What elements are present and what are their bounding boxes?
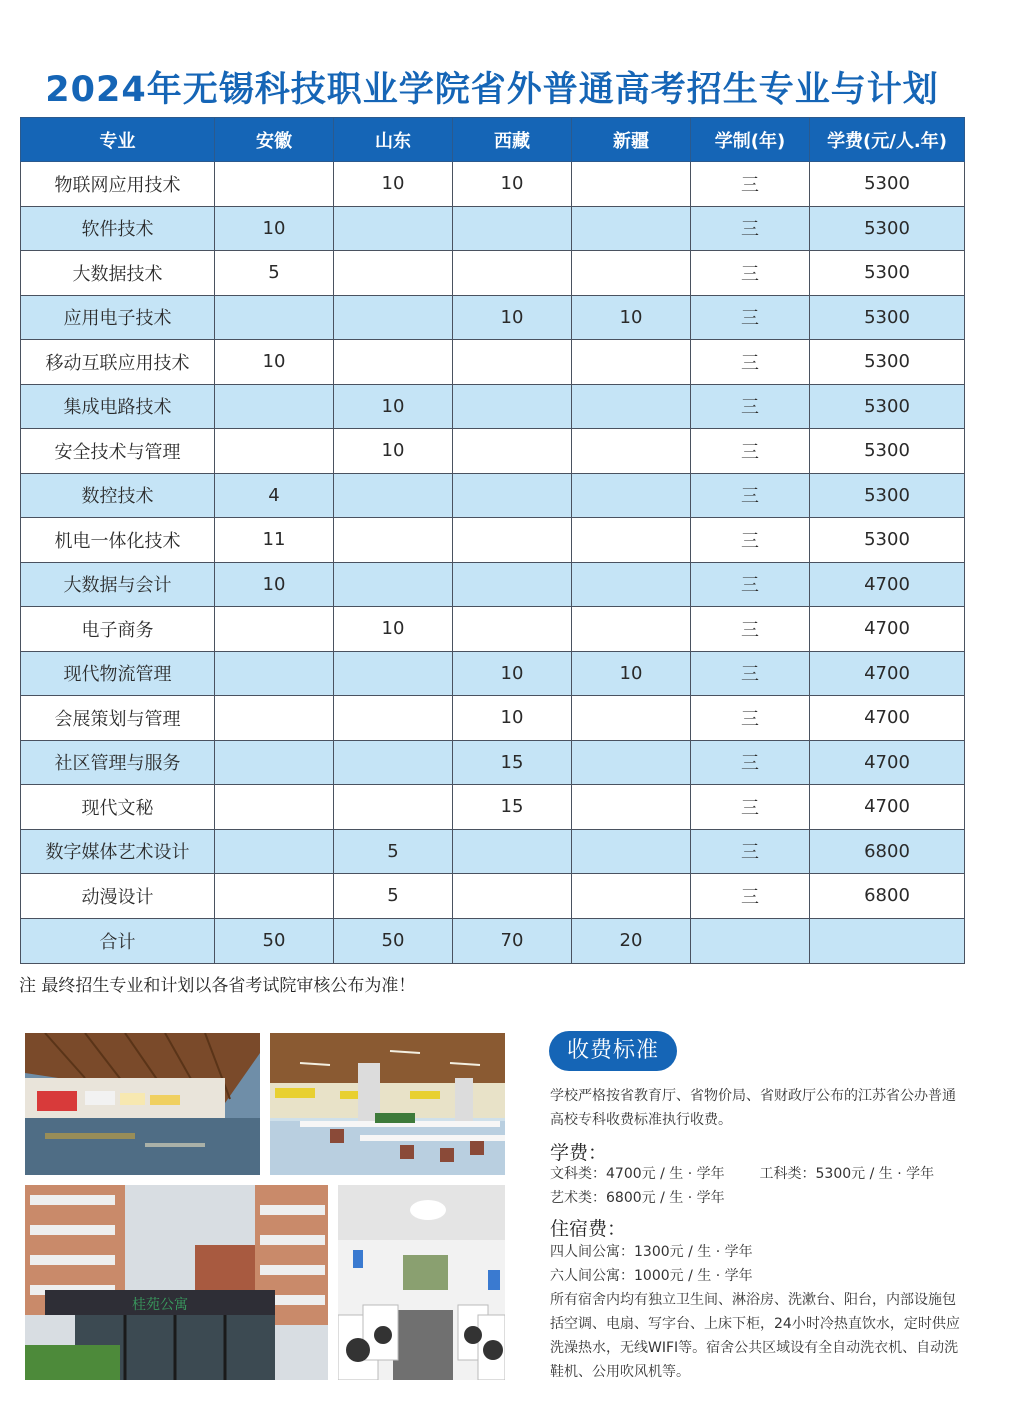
table-row xyxy=(21,429,965,474)
cell-tuition: 5300 xyxy=(810,251,965,296)
cell-shandong: 10 xyxy=(334,384,453,429)
cell-xinjiang xyxy=(572,829,691,874)
cell-tibet: 10 xyxy=(453,162,572,207)
cell-shandong xyxy=(334,206,453,251)
cell-xinjiang xyxy=(572,874,691,919)
cell-xinjiang xyxy=(572,429,691,474)
cell-tibet: 15 xyxy=(453,740,572,785)
table-row xyxy=(21,473,965,518)
cell-tibet: 10 xyxy=(453,295,572,340)
cell-tibet: 10 xyxy=(453,651,572,696)
cell-major: 会展策划与管理 xyxy=(21,696,215,741)
total-duration xyxy=(691,918,810,963)
cell-tuition: 5300 xyxy=(810,429,965,474)
cell-major: 数字媒体艺术设计 xyxy=(21,829,215,874)
cell-xinjiang xyxy=(572,162,691,207)
table-row xyxy=(21,251,965,296)
cell-duration: 三 xyxy=(691,518,810,563)
cell-tibet: 10 xyxy=(453,696,572,741)
cell-anhui xyxy=(215,651,334,696)
cell-shandong xyxy=(334,251,453,296)
cell-anhui: 11 xyxy=(215,518,334,563)
cell-tuition: 5300 xyxy=(810,340,965,385)
cell-xinjiang xyxy=(572,251,691,296)
cell-tuition: 5300 xyxy=(810,384,965,429)
cell-anhui xyxy=(215,429,334,474)
cell-tuition: 4700 xyxy=(810,785,965,830)
cell-tuition: 5300 xyxy=(810,518,965,563)
table-row xyxy=(21,295,965,340)
cell-anhui xyxy=(215,829,334,874)
total-xinjiang: 20 xyxy=(572,918,691,963)
cell-major: 大数据与会计 xyxy=(21,562,215,607)
header-duration: 学制(年) xyxy=(691,118,810,162)
cell-duration: 三 xyxy=(691,785,810,830)
page-title: 2024年无锡科技职业学院省外普通高考招生专业与计划 xyxy=(45,70,939,110)
cell-major: 电子商务 xyxy=(21,607,215,652)
cell-xinjiang xyxy=(572,473,691,518)
cell-major: 软件技术 xyxy=(21,206,215,251)
cell-tibet xyxy=(453,251,572,296)
lodging-four-person: 四人间公寓：1300元 / 生 · 学年 xyxy=(550,1244,753,1260)
cell-duration: 三 xyxy=(691,607,810,652)
cell-xinjiang xyxy=(572,206,691,251)
table-row xyxy=(21,740,965,785)
cell-duration: 三 xyxy=(691,340,810,385)
cell-tibet xyxy=(453,206,572,251)
cell-anhui xyxy=(215,696,334,741)
cell-duration: 三 xyxy=(691,562,810,607)
canteen-dining-photo xyxy=(270,1033,505,1175)
tuition-liberal-arts: 文科类：4700元 / 生 · 学年 xyxy=(550,1166,725,1182)
table-row xyxy=(21,651,965,696)
cell-duration: 三 xyxy=(691,384,810,429)
cell-tuition: 5300 xyxy=(810,473,965,518)
total-anhui: 50 xyxy=(215,918,334,963)
cell-duration: 三 xyxy=(691,162,810,207)
cell-major: 安全技术与管理 xyxy=(21,429,215,474)
cell-duration: 三 xyxy=(691,829,810,874)
cell-shandong: 10 xyxy=(334,607,453,652)
cell-tibet xyxy=(453,384,572,429)
cell-duration: 三 xyxy=(691,740,810,785)
cell-xinjiang xyxy=(572,562,691,607)
cell-major: 集成电路技术 xyxy=(21,384,215,429)
cell-shandong xyxy=(334,473,453,518)
cell-major: 社区管理与服务 xyxy=(21,740,215,785)
cell-anhui xyxy=(215,162,334,207)
cell-tuition: 5300 xyxy=(810,162,965,207)
footnote: 注 最终招生专业和计划以各省考试院审核公布为准！ xyxy=(19,976,416,996)
cell-tibet xyxy=(453,607,572,652)
header-shandong: 山东 xyxy=(334,118,453,162)
cell-anhui xyxy=(215,384,334,429)
cell-xinjiang xyxy=(572,340,691,385)
cell-shandong xyxy=(334,651,453,696)
cell-anhui xyxy=(215,874,334,919)
cell-tibet: 15 xyxy=(453,785,572,830)
cell-anhui: 10 xyxy=(215,562,334,607)
cell-shandong xyxy=(334,785,453,830)
cell-major: 移动互联应用技术 xyxy=(21,340,215,385)
lodging-heading: 住宿费： xyxy=(550,1218,627,1240)
cell-tuition: 4700 xyxy=(810,696,965,741)
cell-xinjiang xyxy=(572,384,691,429)
cell-shandong xyxy=(334,295,453,340)
header-xinjiang: 新疆 xyxy=(572,118,691,162)
cell-xinjiang: 10 xyxy=(572,295,691,340)
cell-xinjiang xyxy=(572,740,691,785)
cell-tuition: 4700 xyxy=(810,740,965,785)
cell-xinjiang xyxy=(572,518,691,563)
header-tuition: 学费(元/人.年) xyxy=(810,118,965,162)
header-major: 专业 xyxy=(21,118,215,162)
cell-tibet xyxy=(453,429,572,474)
table-row xyxy=(21,340,965,385)
cell-major: 机电一体化技术 xyxy=(21,518,215,563)
total-shandong: 50 xyxy=(334,918,453,963)
cell-shandong: 10 xyxy=(334,429,453,474)
cell-major: 应用电子技术 xyxy=(21,295,215,340)
cell-anhui xyxy=(215,295,334,340)
table-row xyxy=(21,206,965,251)
cell-tuition: 4700 xyxy=(810,562,965,607)
total-tibet: 70 xyxy=(453,918,572,963)
cell-shandong xyxy=(334,740,453,785)
cell-xinjiang: 10 xyxy=(572,651,691,696)
cell-tibet xyxy=(453,562,572,607)
cell-duration: 三 xyxy=(691,251,810,296)
cell-duration: 三 xyxy=(691,206,810,251)
header-tibet: 西藏 xyxy=(453,118,572,162)
cell-tibet xyxy=(453,340,572,385)
header-anhui: 安徽 xyxy=(215,118,334,162)
cell-major: 数控技术 xyxy=(21,473,215,518)
enrollment-plan-table xyxy=(20,117,965,964)
dormitory-sign-text: 桂苑公寓 xyxy=(132,1297,188,1313)
table-total-row xyxy=(21,918,965,963)
tuition-heading: 学费： xyxy=(550,1142,608,1164)
table-row xyxy=(21,162,965,207)
table-row xyxy=(21,696,965,741)
cell-major: 物联网应用技术 xyxy=(21,162,215,207)
table-row xyxy=(21,518,965,563)
laundry-room-photo xyxy=(338,1185,505,1380)
table-row xyxy=(21,829,965,874)
cell-duration: 三 xyxy=(691,651,810,696)
table-header-row xyxy=(21,118,965,162)
cell-duration: 三 xyxy=(691,295,810,340)
cell-shandong xyxy=(334,562,453,607)
cell-major: 动漫设计 xyxy=(21,874,215,919)
cell-tuition: 6800 xyxy=(810,874,965,919)
cell-tibet xyxy=(453,829,572,874)
cell-tibet xyxy=(453,473,572,518)
cell-tuition: 4700 xyxy=(810,651,965,696)
cell-tuition: 5300 xyxy=(810,295,965,340)
table-row xyxy=(21,785,965,830)
cell-anhui: 5 xyxy=(215,251,334,296)
cell-major: 现代物流管理 xyxy=(21,651,215,696)
lodging-description: 所有宿舍内均有独立卫生间、淋浴房、洗漱台、阳台，内部设施包括空调、电扇、写字台、上床下柜，24小时冷热直饮水，定时供应洗澡热水，无线WIFI等。宿舍公共区域设有全自动洗衣机、自动洗鞋机、公用吹风机等。 xyxy=(550,1292,960,1380)
cell-duration: 三 xyxy=(691,429,810,474)
cell-anhui xyxy=(215,607,334,652)
total-label: 合计 xyxy=(21,918,215,963)
dormitory-building-photo xyxy=(25,1185,328,1380)
table-row xyxy=(21,562,965,607)
cell-tibet xyxy=(453,518,572,563)
cell-anhui xyxy=(215,740,334,785)
cell-duration: 三 xyxy=(691,696,810,741)
cell-shandong xyxy=(334,518,453,563)
cell-tuition: 4700 xyxy=(810,607,965,652)
cell-xinjiang xyxy=(572,785,691,830)
table-row xyxy=(21,384,965,429)
cell-tuition: 6800 xyxy=(810,829,965,874)
cell-major: 大数据技术 xyxy=(21,251,215,296)
cell-shandong xyxy=(334,340,453,385)
cell-shandong: 5 xyxy=(334,874,453,919)
cell-duration: 三 xyxy=(691,874,810,919)
cell-shandong: 5 xyxy=(334,829,453,874)
canteen-counter-photo xyxy=(25,1033,260,1175)
cell-xinjiang xyxy=(572,607,691,652)
fee-standard-badge: 收费标准 xyxy=(549,1031,677,1071)
table-row xyxy=(21,874,965,919)
cell-tuition: 5300 xyxy=(810,206,965,251)
tuition-line-1 xyxy=(550,1162,960,1186)
cell-anhui: 10 xyxy=(215,206,334,251)
cell-xinjiang xyxy=(572,696,691,741)
cell-anhui xyxy=(215,785,334,830)
cell-major: 现代文秘 xyxy=(21,785,215,830)
total-tuition xyxy=(810,918,965,963)
cell-shandong: 10 xyxy=(334,162,453,207)
cell-anhui: 10 xyxy=(215,340,334,385)
cell-anhui: 4 xyxy=(215,473,334,518)
lodging-six-person: 六人间公寓：1000元 / 生 · 学年 xyxy=(550,1268,753,1284)
cell-shandong xyxy=(334,696,453,741)
tuition-arts: 艺术类：6800元 / 生 · 学年 xyxy=(550,1190,725,1206)
cell-tibet xyxy=(453,874,572,919)
tuition-engineering: 工科类：5300元 / 生 · 学年 xyxy=(759,1166,935,1182)
cell-duration: 三 xyxy=(691,473,810,518)
table-row xyxy=(21,607,965,652)
fee-intro: 学校严格按省教育厅、省物价局、省财政厅公布的江苏省公办普通高校专科收费标准执行收费。 xyxy=(550,1088,956,1128)
